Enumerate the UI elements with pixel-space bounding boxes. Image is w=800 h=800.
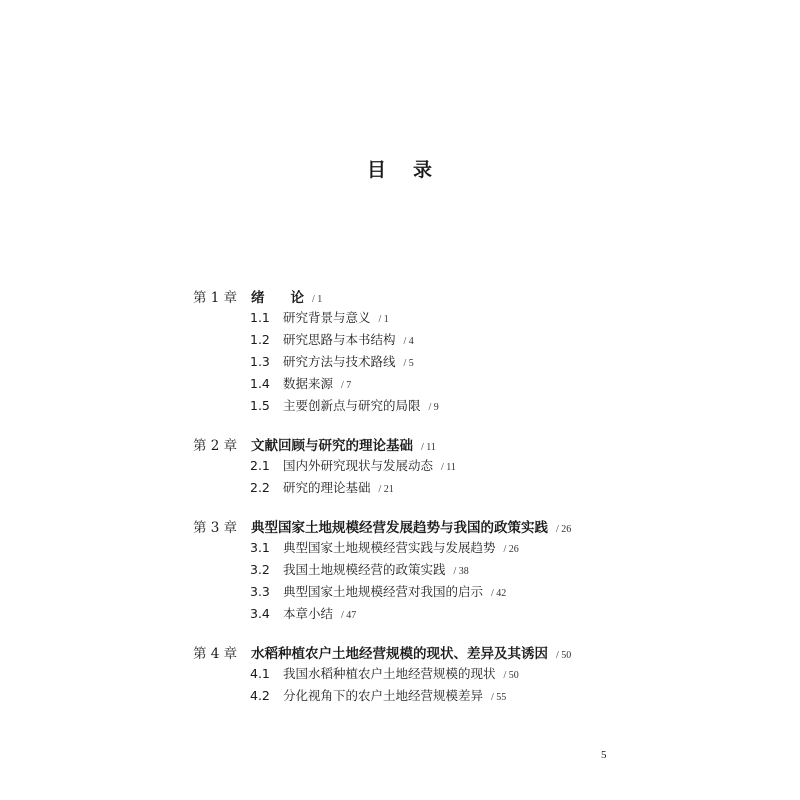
section-number: 3.4: [250, 606, 270, 621]
footer-page-number: 5: [601, 749, 607, 761]
page-number: / 1: [312, 294, 322, 305]
section-number: 1.1: [250, 310, 270, 325]
section-title: 研究背景与意义: [283, 310, 371, 325]
section-entry[interactable]: [193, 538, 753, 560]
page-number: / 50: [556, 650, 571, 661]
page-number: / 55: [491, 692, 506, 703]
page-number: / 50: [504, 670, 519, 681]
page-number: / 7: [341, 380, 351, 391]
page-number: / 26: [556, 524, 571, 535]
page-number: / 21: [379, 484, 394, 495]
section-title: 主要创新点与研究的局限: [283, 398, 421, 413]
page-number: / 42: [491, 588, 506, 599]
section-number: 1.3: [250, 354, 270, 369]
section-number: 2.2: [250, 480, 270, 495]
toc-title: [0, 155, 800, 182]
section-title: 研究的理论基础: [283, 480, 371, 495]
section-entry[interactable]: [193, 582, 753, 604]
section-entry[interactable]: [193, 478, 753, 500]
section-entry[interactable]: [193, 330, 753, 352]
page-number: / 4: [404, 336, 414, 347]
chapter-title: 水稻种植农户土地经营规模的现状、差异及其诱因: [251, 646, 548, 662]
section-entry[interactable]: [193, 560, 753, 582]
section-title: 数据来源: [283, 376, 334, 391]
toc-title-right: 录: [413, 159, 434, 181]
section-title: 典型国家土地规模经营实践与发展趋势: [283, 540, 496, 555]
section-entry[interactable]: [193, 604, 753, 626]
page-number: / 9: [429, 402, 439, 413]
section-entry[interactable]: [193, 308, 753, 330]
chapter-2-entry[interactable]: [193, 434, 753, 456]
section-title: 分化视角下的农户土地经营规模差异: [283, 688, 484, 703]
page-number: / 26: [504, 544, 519, 555]
page-number: / 5: [404, 358, 414, 369]
section-title: 我国水稻种植农户土地经营规模的现状: [283, 666, 496, 681]
section-entry[interactable]: [193, 456, 753, 478]
section-number: 1.2: [250, 332, 270, 347]
chapter-4-entry[interactable]: [193, 642, 753, 664]
section-number: 3.3: [250, 584, 270, 599]
chapter-label: 第 3 章: [193, 520, 238, 536]
section-entry[interactable]: [193, 352, 753, 374]
chapter-3-entry[interactable]: [193, 516, 753, 538]
chapter-label: 第 2 章: [193, 438, 238, 454]
section-title: 研究思路与本书结构: [283, 332, 396, 347]
page-number: / 47: [341, 610, 356, 621]
section-title: 典型国家土地规模经营对我国的启示: [283, 584, 484, 599]
section-number: 1.4: [250, 376, 270, 391]
page-number: / 1: [379, 314, 389, 325]
chapter-title: 文献回顾与研究的理论基础: [251, 438, 413, 454]
section-number: 1.5: [250, 398, 270, 413]
section-number: 4.1: [250, 666, 270, 681]
chapter-label: 第 4 章: [193, 646, 238, 662]
chapter-title: 典型国家土地规模经营发展趋势与我国的政策实践: [251, 520, 548, 536]
chapter-1-entry[interactable]: [193, 286, 753, 308]
section-number: 4.2: [250, 688, 270, 703]
section-title: 研究方法与技术路线: [283, 354, 396, 369]
page-number: / 11: [421, 442, 436, 453]
section-number: 3.1: [250, 540, 270, 555]
section-title: 我国土地规模经营的政策实践: [283, 562, 446, 577]
section-number: 2.1: [250, 458, 270, 473]
section-entry[interactable]: [193, 374, 753, 396]
chapter-label: 第 1 章: [193, 290, 238, 306]
chapter-title: 绪 论: [251, 290, 304, 306]
toc-title-left: 目: [366, 159, 387, 181]
page-number: / 11: [441, 462, 456, 473]
section-title: 国内外研究现状与发展动态: [283, 458, 434, 473]
page-number: / 38: [454, 566, 469, 577]
table-of-contents: [193, 286, 753, 708]
section-title: 本章小结: [283, 606, 334, 621]
section-number: 3.2: [250, 562, 270, 577]
section-entry[interactable]: [193, 396, 753, 418]
section-entry[interactable]: [193, 664, 753, 686]
section-entry[interactable]: [193, 686, 753, 708]
